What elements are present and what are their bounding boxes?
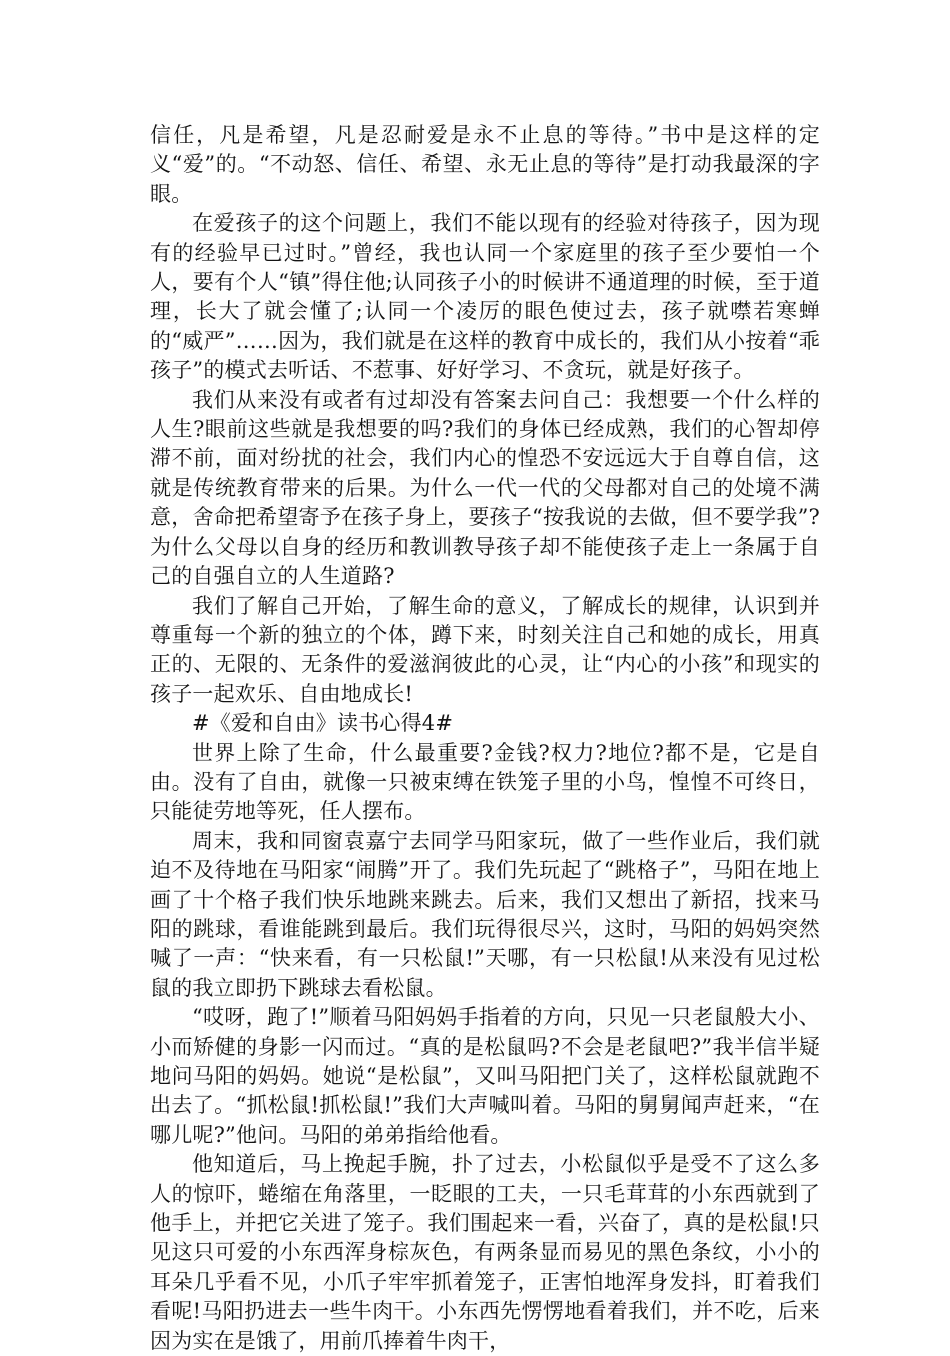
- paragraph-6: 周末，我和同窗袁嘉宁去同学马阳家玩，做了一些作业后，我们就迫不及待地在马阳家“闹腾”开了。我们先玩起了“跳格子”，马阳在地上画了十个格子我们快乐地跳来跳去。后来，我们又想出了新招，找来马阳的跳球，看谁能跳到最后。我们玩得很尽兴，这时，马阳的妈妈突然喊了一声：“快来看，有一只松鼠!”天哪，有一只松鼠!从来没有见过松鼠的我立即扔下跳球去看松鼠。: [150, 828, 820, 1000]
- paragraph-8: 他知道后，马上挽起手腕，扑了过去，小松鼠似乎是受不了这么多人的惊吓，蜷缩在角落里，一眨眼的工夫，一只毛茸茸的小东西就到了他手上，并把它关进了笼子。我们围起来一看，兴奋了，真的是松鼠!只见这只可爱的小东西浑身棕灰色，有两条显而易见的黑色条纹，小小的耳朵几乎看不见，小爪子牢牢抓着笼子，正害怕地浑身发抖，盯着我们看呢!马阳扔进去一些牛肉干。小东西先愣愣地看着我们，并不吃，后来因为实在是饿了，用前爪捧着牛肉干，: [150, 1152, 820, 1353]
- paragraph-5: 世界上除了生命，什么最重要?金钱?权力?地位?都不是，它是自由。没有了自由，就像一只被束缚在铁笼子里的小鸟，惶惶不可终日，只能徒劳地等死，任人摆布。: [150, 740, 820, 824]
- paragraph-1: 信任，凡是希望，凡是忍耐爱是永不止息的等待。”书中是这样的定义“爱”的。“不动怒、信任、希望、永无止息的等待”是打动我最深的字眼。: [150, 123, 820, 206]
- paragraph-2: 在爱孩子的这个问题上，我们不能以现有的经验对待孩子，因为现有的经验早已过时。”曾经，我也认同一个家庭里的孩子至少要怕一个人，要有个人“镇”得住他;认同孩子小的时候讲不通道理的时候，至于道理，长大了就会懂了;认同一个凌厉的眼色使过去，孩子就噤若寒蝉的“威严”……因为，我们就是在这样的教育中成长的，我们从小按着“乖孩子”的模式去听话、不惹事、好好学习、不贪玩，就是好孩子。: [150, 211, 820, 383]
- paragraph-3: 我们从来没有或者有过却没有答案去问自己：我想要一个什么样的人生?眼前这些就是我想要的吗?我们的身体已经成熟，我们的心智却停滞不前，面对纷扰的社会，我们内心的惶恐不安远远大于自尊自信，这就是传统教育带来的后果。为什么一代一代的父母都对自己的处境不满意，舍命把希望寄予在孩子身上，要孩子“按我说的去做，但不要学我”?为什么父母以自身的经历和教训教导孩子却不能使孩子走上一条属于自己的自强自立的人生道路?: [150, 387, 820, 589]
- section-heading: #《爱和自由》读书心得4#: [192, 711, 454, 736]
- paragraph-7: “哎呀，跑了!”顺着马阳妈妈手指着的方向，只见一只老鼠般大小、小而矫健的身影一闪而过。“真的是松鼠吗?不会是老鼠吧?”我半信半疑地问马阳的妈妈。她说“是松鼠”，又叫马阳把门关了，这样松鼠就跑不出去了。“抓松鼠!抓松鼠!”我们大声喊叫着。马阳的舅舅闻声赶来，“在哪儿呢?”他问。马阳的弟弟指给他看。: [150, 1005, 820, 1147]
- paragraph-4: 我们了解自己开始，了解生命的意义，了解成长的规律，认识到并尊重每一个新的独立的个体，蹲下来，时刻关注自己和她的成长，用真正的、无限的、无条件的爱滋润彼此的心灵，让“内心的小孩”和现实的孩子一起欢乐、自由地成长!: [150, 593, 820, 706]
- document-body: [150, 121, 820, 1356]
